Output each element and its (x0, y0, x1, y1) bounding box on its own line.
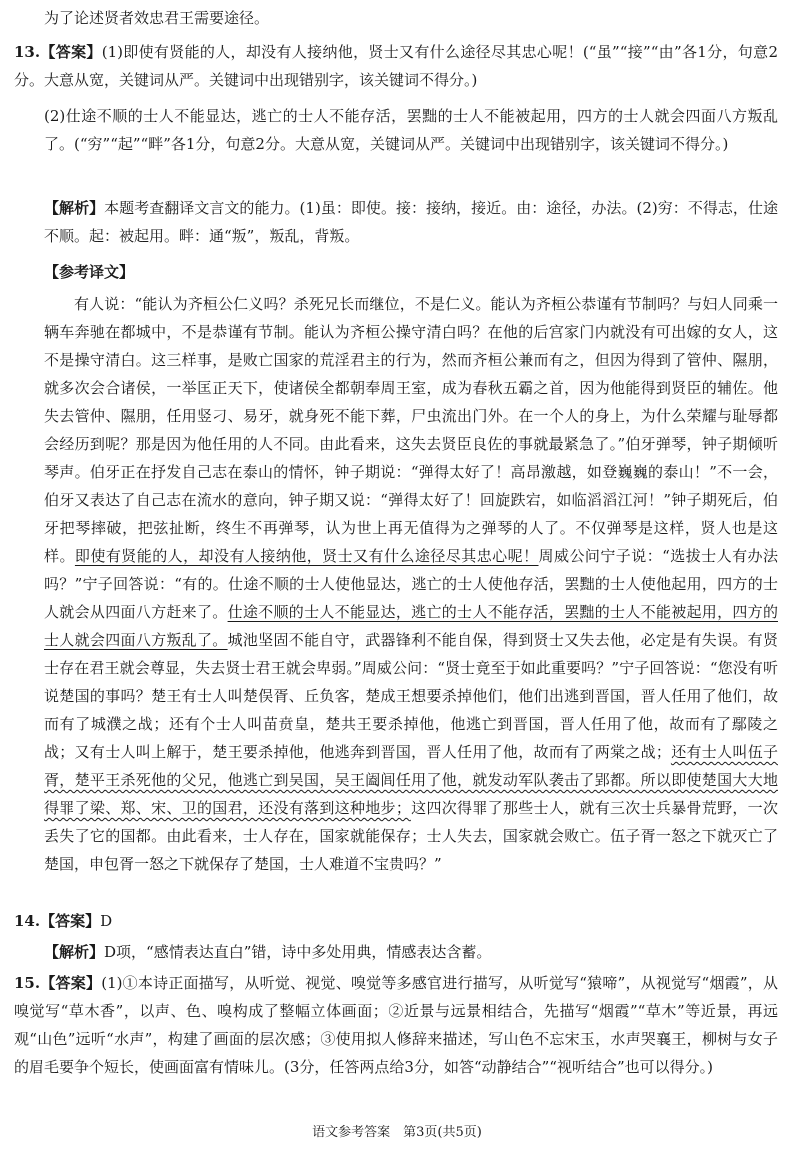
q13-analysis-text: 本题考查翻译文言文的能力。(1)虽：即使。接：接纳，接近。由：途径，办法。(2)穷：不得志，仕途不顺。起：被起用。畔：通“叛”，叛乱，背叛。 (44, 199, 778, 245)
q13-answer-part1 (14, 38, 778, 94)
q13-translation-heading (44, 258, 778, 286)
q13-analysis (44, 194, 778, 250)
translation-underlined-1: 即使有贤能的人，却没有人接纳他，贤士又有什么途径尽其忠心呢！ (74, 547, 539, 565)
q13-analysis-tag: 【解析】 (44, 199, 105, 217)
q13-answer-tag: 【答案】 (40, 43, 102, 61)
q13-translation-tag: 【参考译文】 (44, 263, 135, 281)
translation-segment-a: 有人说：“能认为齐桓公仁义吗？杀死兄长而继位，不是仁义。能认为齐桓公恭谨有节制吗？与妇人同乘一辆车奔驰在都城中，不是恭谨有节制。能认为齐桓公操守清白吗？在他的后宫家门内就没有可出嫁的女人，这不是操守清白。这三样事，是败亡国家的荒淫君主的行为，然而齐桓公兼而有之，但因为得到了管仲、隰朋，就多次会合诸侯，一举匡正天下，使诸侯全都朝奉周王室，成为春秋五霸之首，因为他能得到贤臣的辅佐。他失去管仲、隰朋，任用竖刁、易牙，就身死不能下葬，尸虫流出门外。在一个人的身上，为什么荣耀与耻辱都会经历到呢？那是因为他任用的人不同。由此看来，这失去贤臣良佐的事就最紧急了。”伯牙弹琴，钟子期倾听琴声。伯牙正在抒发自己志在泰山的情怀，钟子期说：“弹得太好了！高昂激越，如登巍巍的泰山！”不一会，伯牙又表达了自己志在流水的意向，钟子期又说：“弹得太好了！回旋跌宕，如临滔滔江河！”钟子期死后，伯牙把琴摔破，把弦扯断，终生不再弹琴，认为世上再无值得为之弹琴的人了。不仅弹琴是这样，贤人也是这样。 (44, 295, 778, 565)
q14-analysis-text: D项，“感情表达直白”错，诗中多处用典，情感表达含蓄。 (104, 943, 492, 961)
translation-segment-b: 周威公问宁子说：“选拔士人有办法吗？”宁子回答说：“有的。仕途不顺的士人使他显达，逃亡的士人使他存活，罢黜的士人使他起用，四方的士人就会从四面八方赶来了。 (44, 547, 778, 621)
top-line: 为了论述贤者效忠君王需要途径。 (44, 9, 270, 27)
q15-answer (14, 969, 778, 1081)
q13-answer-part2: (2)仕途不顺的士人不能显达，逃亡的士人不能存活，罢黜的士人不能被起用，四方的士人就会四面八方叛乱了。(“穷”“起”“畔”各1分，句意2分。大意从宽，关键词从严。关键词中出现错别字，该关键词不得分。) (44, 107, 778, 153)
translation-underlined-2: 仕途不顺的士人不能显达，逃亡的士人不能存活，罢黜的士人不能被起用，四方的士人就会四面八方叛乱了。 (44, 603, 778, 649)
translation-wavy-underlined: 还有士人叫伍子胥，楚平王杀死他的父兄，他逃亡到吴国，吴王阖闾任用了他，就发动军队袭击了郢都。所以即使楚国大大地得罪了梁、郑、宋、卫的国君，还没有落到这种地步； (44, 743, 778, 817)
q14-answer-tag: 【答案】 (40, 912, 101, 930)
translation-segment-d: 这四次得罪了那些士人，就有三次士兵暴骨荒野，一次丢失了它的国都。由此看来，士人存在，国家就能保存；士人失去，国家就会败亡。伍子胥一怒之下就灭亡了楚国，申包胥一怒之下就保存了楚国，士人难道不宝贵吗？” (44, 799, 778, 873)
q14-number: 14. (14, 912, 41, 930)
q14-answer-text: D (100, 912, 113, 930)
q13-number: 13. (14, 43, 41, 61)
q13-translation (44, 290, 778, 878)
q15-number: 15. (14, 974, 41, 992)
q14-analysis-tag: 【解析】 (44, 943, 105, 961)
q15-answer-tag: 【答案】 (40, 974, 102, 992)
q14-answer (14, 907, 778, 935)
translation-segment-c: 城池坚固不能自守，武器锋利不能自保，得到贤士又失去他，必定是有失误。有贤士存在君王就会尊显，失去贤士君王就会卑弱。”周威公问：“贤士竟至于如此重要吗？”宁子回答说：“您没有听说楚国的事吗？楚王有士人叫楚俣胥、丘负客，楚成王想要杀掉他们，他们出逃到晋国，晋人任用了他们，故而有了城濮之战；还有个士人叫苗贲皇，楚共王要杀掉他，他逃亡到晋国，晋人任用了他，故而有了鄢陵之战；又有士人叫上解于，楚王要杀掉他，他逃奔到晋国，晋人任用了他，故而有了两棠之战； (44, 631, 778, 761)
q14-analysis (44, 938, 778, 966)
page-footer: 语文参考答案 第3页(共5页) (312, 1125, 482, 1140)
q13-answer-text-1: (1)即使有贤能的人，却没有人接纳他，贤士又有什么途径尽其忠心呢！(“虽”“接”“由”各1分，句意2分。大意从宽，关键词从严。关键词中出现错别字，该关键词不得分。) (14, 43, 778, 89)
q15-answer-text: (1)①本诗正面描写，从听觉、视觉、嗅觉等多感官进行描写，从听觉写“猿啼”，从视觉写“烟霞”，从嗅觉写“草木香”，以声、色、嗅构成了整幅立体画面；②近景与远景相结合，先描写“烟霞”“草木”等近景，再远观“山色”远听“水声”，构建了画面的层次感；③使用拟人修辞来描述，写山色不忘宋玉，水声哭襄王，柳树与女子的眉毛要争个短长，使画面富有情味儿。(3分，任答两点给3分，如答“动静结合”“视听结合”也可以得分。) (14, 974, 779, 1076)
